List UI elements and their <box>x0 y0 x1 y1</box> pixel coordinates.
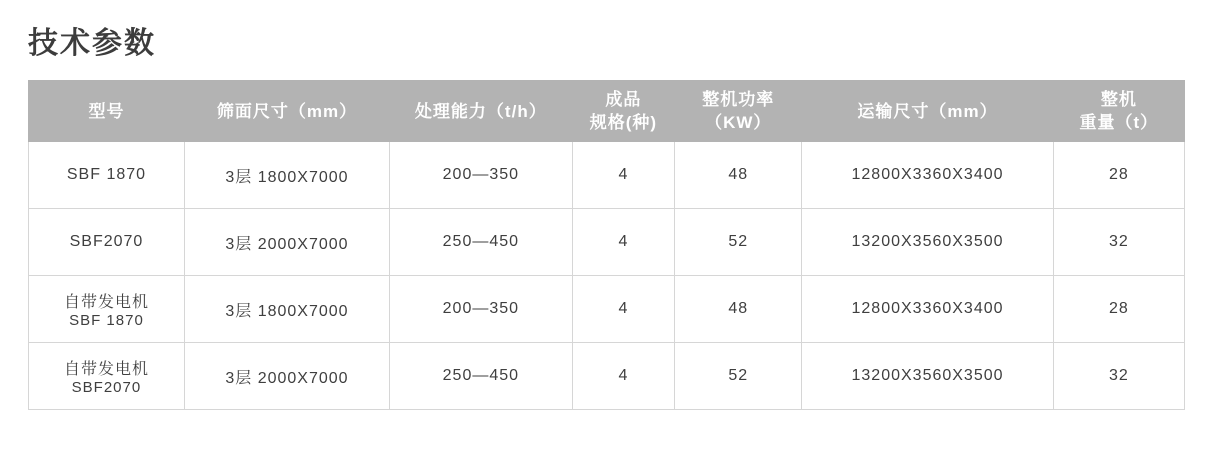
column-header-weight-line1: 整机 <box>1100 90 1137 109</box>
cell-screen-size: 3层 1800X7000 <box>184 142 389 209</box>
column-header-power-line1: 整机功率 <box>702 90 775 109</box>
cell-weight: 32 <box>1053 209 1184 276</box>
column-header-model-line1: 型号 <box>88 101 125 121</box>
technical-parameters-table <box>28 80 1185 410</box>
cell-weight: 28 <box>1053 142 1184 209</box>
column-header-capacity <box>390 81 573 142</box>
cell-capacity: 250—450 <box>390 343 573 410</box>
cell-weight: 32 <box>1053 343 1184 410</box>
cell-model-sub: SBF2070 <box>71 379 142 396</box>
cell-weight: 28 <box>1053 276 1184 343</box>
cell-product-spec: 4 <box>572 209 675 276</box>
cell-model-main: 自带发电机 <box>63 361 149 378</box>
column-header-weight <box>1053 81 1184 142</box>
cell-capacity: 200—350 <box>390 142 573 209</box>
cell-capacity: 250—450 <box>390 209 573 276</box>
cell-screen-size: 3层 1800X7000 <box>184 276 389 343</box>
table-row <box>29 142 1185 209</box>
cell-product-spec: 4 <box>572 142 675 209</box>
cell-model-sub: SBF 1870 <box>69 312 144 329</box>
column-header-model <box>29 81 185 142</box>
column-header-product-spec-line1: 成品 <box>605 90 642 109</box>
column-header-power <box>675 81 802 142</box>
cell-transport-size: 12800X3360X3400 <box>802 276 1053 343</box>
column-header-screen-size-line1: 筛面尺寸（mm） <box>216 101 358 121</box>
table-row <box>29 343 1185 410</box>
cell-screen-size: 3层 2000X7000 <box>184 209 389 276</box>
cell-power: 48 <box>675 276 802 343</box>
column-header-weight-line2: 重量（t） <box>1079 113 1159 132</box>
cell-model <box>29 343 185 410</box>
cell-power: 48 <box>675 142 802 209</box>
cell-capacity: 200—350 <box>390 276 573 343</box>
cell-model <box>29 142 185 209</box>
column-header-capacity-line1: 处理能力（t/h） <box>414 101 547 121</box>
column-header-transport-size <box>802 81 1053 142</box>
cell-model-main: SBF2070 <box>69 233 144 250</box>
cell-product-spec: 4 <box>572 276 675 343</box>
table-header <box>29 81 1185 142</box>
cell-transport-size: 12800X3360X3400 <box>802 142 1053 209</box>
table-row <box>29 209 1185 276</box>
cell-product-spec: 4 <box>572 343 675 410</box>
column-header-screen-size <box>184 81 389 142</box>
column-header-product-spec-line2: 规格(种) <box>589 113 658 132</box>
page-title: 技术参数 <box>28 27 156 60</box>
cell-transport-size: 13200X3560X3500 <box>802 209 1053 276</box>
table-row <box>29 276 1185 343</box>
table-header-row <box>29 81 1185 142</box>
table-body <box>29 142 1185 410</box>
cell-screen-size: 3层 2000X7000 <box>184 343 389 410</box>
cell-model <box>29 209 185 276</box>
cell-model-main: SBF 1870 <box>66 166 147 183</box>
column-header-power-line2: （KW） <box>705 113 772 132</box>
column-header-transport-size-line1: 运输尺寸（mm） <box>857 101 998 121</box>
cell-model <box>29 276 185 343</box>
cell-transport-size: 13200X3560X3500 <box>802 343 1053 410</box>
column-header-product-spec <box>572 81 675 142</box>
cell-power: 52 <box>675 209 802 276</box>
cell-model-main: 自带发电机 <box>63 294 149 311</box>
cell-power: 52 <box>675 343 802 410</box>
